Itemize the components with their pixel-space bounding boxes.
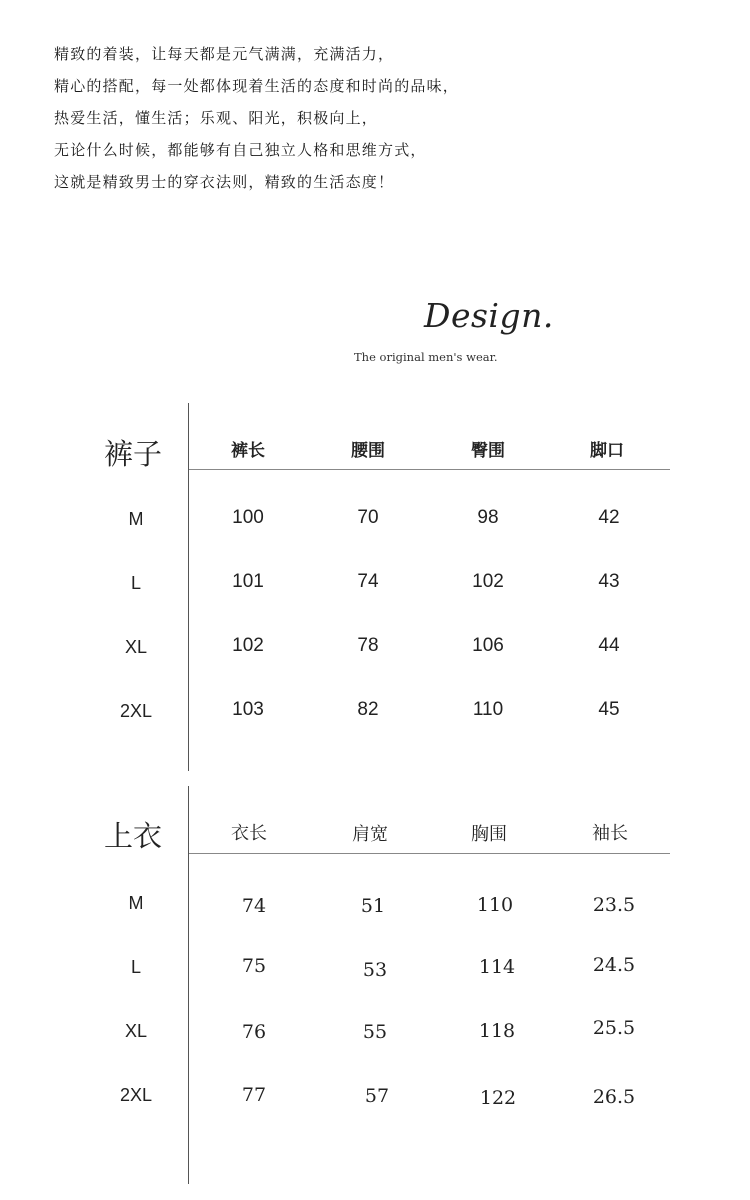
intro-line: 无论什么时候，都能够有自己独立人格和思维方式， <box>54 141 427 159</box>
table-cell: 24.5 <box>592 954 636 976</box>
category-label: 上衣 <box>104 819 163 853</box>
intro-line: 这就是精致男士的穿衣法则，精致的生活态度！ <box>54 173 395 191</box>
table-cell: 110 <box>472 699 504 720</box>
table-cell: 110 <box>476 894 514 916</box>
table-cell: 74 <box>241 895 267 917</box>
table-cell: 102 <box>232 635 264 656</box>
table-divider-horizontal <box>189 469 670 470</box>
size-label: M <box>128 509 144 529</box>
table-cell: 76 <box>241 1021 267 1043</box>
brand-title: Design. <box>424 296 554 335</box>
table-cell: 42 <box>598 507 620 528</box>
table-divider-vertical <box>188 786 189 1184</box>
table-cell: 122 <box>479 1087 517 1109</box>
table-cell: 51 <box>360 895 386 917</box>
size-label: L <box>130 957 141 977</box>
table-cell: 44 <box>598 635 620 656</box>
table-cell: 114 <box>478 956 516 978</box>
table-cell: 45 <box>598 699 620 720</box>
table-cell: 78 <box>357 635 379 656</box>
column-header: 肩宽 <box>352 824 388 845</box>
table-cell: 103 <box>232 699 264 720</box>
intro-line: 热爱生活，懂生活；乐观、阳光，积极向上， <box>54 109 379 127</box>
intro-text <box>54 38 459 198</box>
table-cell: 106 <box>472 635 504 656</box>
table-cell: 98 <box>477 507 499 528</box>
table-cell: 25.5 <box>592 1017 636 1039</box>
table-cell: 26.5 <box>592 1086 636 1108</box>
column-header: 脚口 <box>590 441 624 461</box>
column-header: 袖长 <box>592 823 628 844</box>
table-divider-horizontal <box>189 853 670 854</box>
intro-line: 精心的搭配，每一处都体现着生活的态度和时尚的品味， <box>54 77 460 95</box>
column-header: 衣长 <box>231 823 267 844</box>
column-header: 臀围 <box>471 441 505 461</box>
table-cell: 102 <box>472 571 504 592</box>
size-label: M <box>128 893 144 913</box>
column-header: 腰围 <box>351 441 385 461</box>
table-cell: 70 <box>357 507 379 528</box>
table-cell: 82 <box>357 699 379 720</box>
table-cell: 75 <box>241 955 267 977</box>
column-header: 裤长 <box>231 441 265 461</box>
table-cell: 55 <box>362 1021 388 1043</box>
table-cell: 57 <box>364 1085 390 1107</box>
size-label: XL <box>124 637 148 657</box>
brand-subtitle: The original men's wear. <box>354 350 498 364</box>
table-cell: 77 <box>241 1084 267 1106</box>
table-cell: 53 <box>362 959 388 981</box>
intro-line: 精致的着装，让每天都是元气满满，充满活力， <box>54 45 395 63</box>
table-cell: 23.5 <box>592 894 636 916</box>
size-label: 2XL <box>119 701 153 721</box>
size-label: XL <box>124 1021 148 1041</box>
table-cell: 74 <box>357 571 379 592</box>
size-label: 2XL <box>119 1085 153 1105</box>
category-label: 裤子 <box>104 437 163 471</box>
table-cell: 100 <box>232 507 264 528</box>
table-cell: 118 <box>478 1020 516 1042</box>
table-cell: 43 <box>598 571 620 592</box>
column-header: 胸围 <box>471 824 507 845</box>
size-label: L <box>130 573 141 593</box>
table-cell: 101 <box>232 571 264 592</box>
